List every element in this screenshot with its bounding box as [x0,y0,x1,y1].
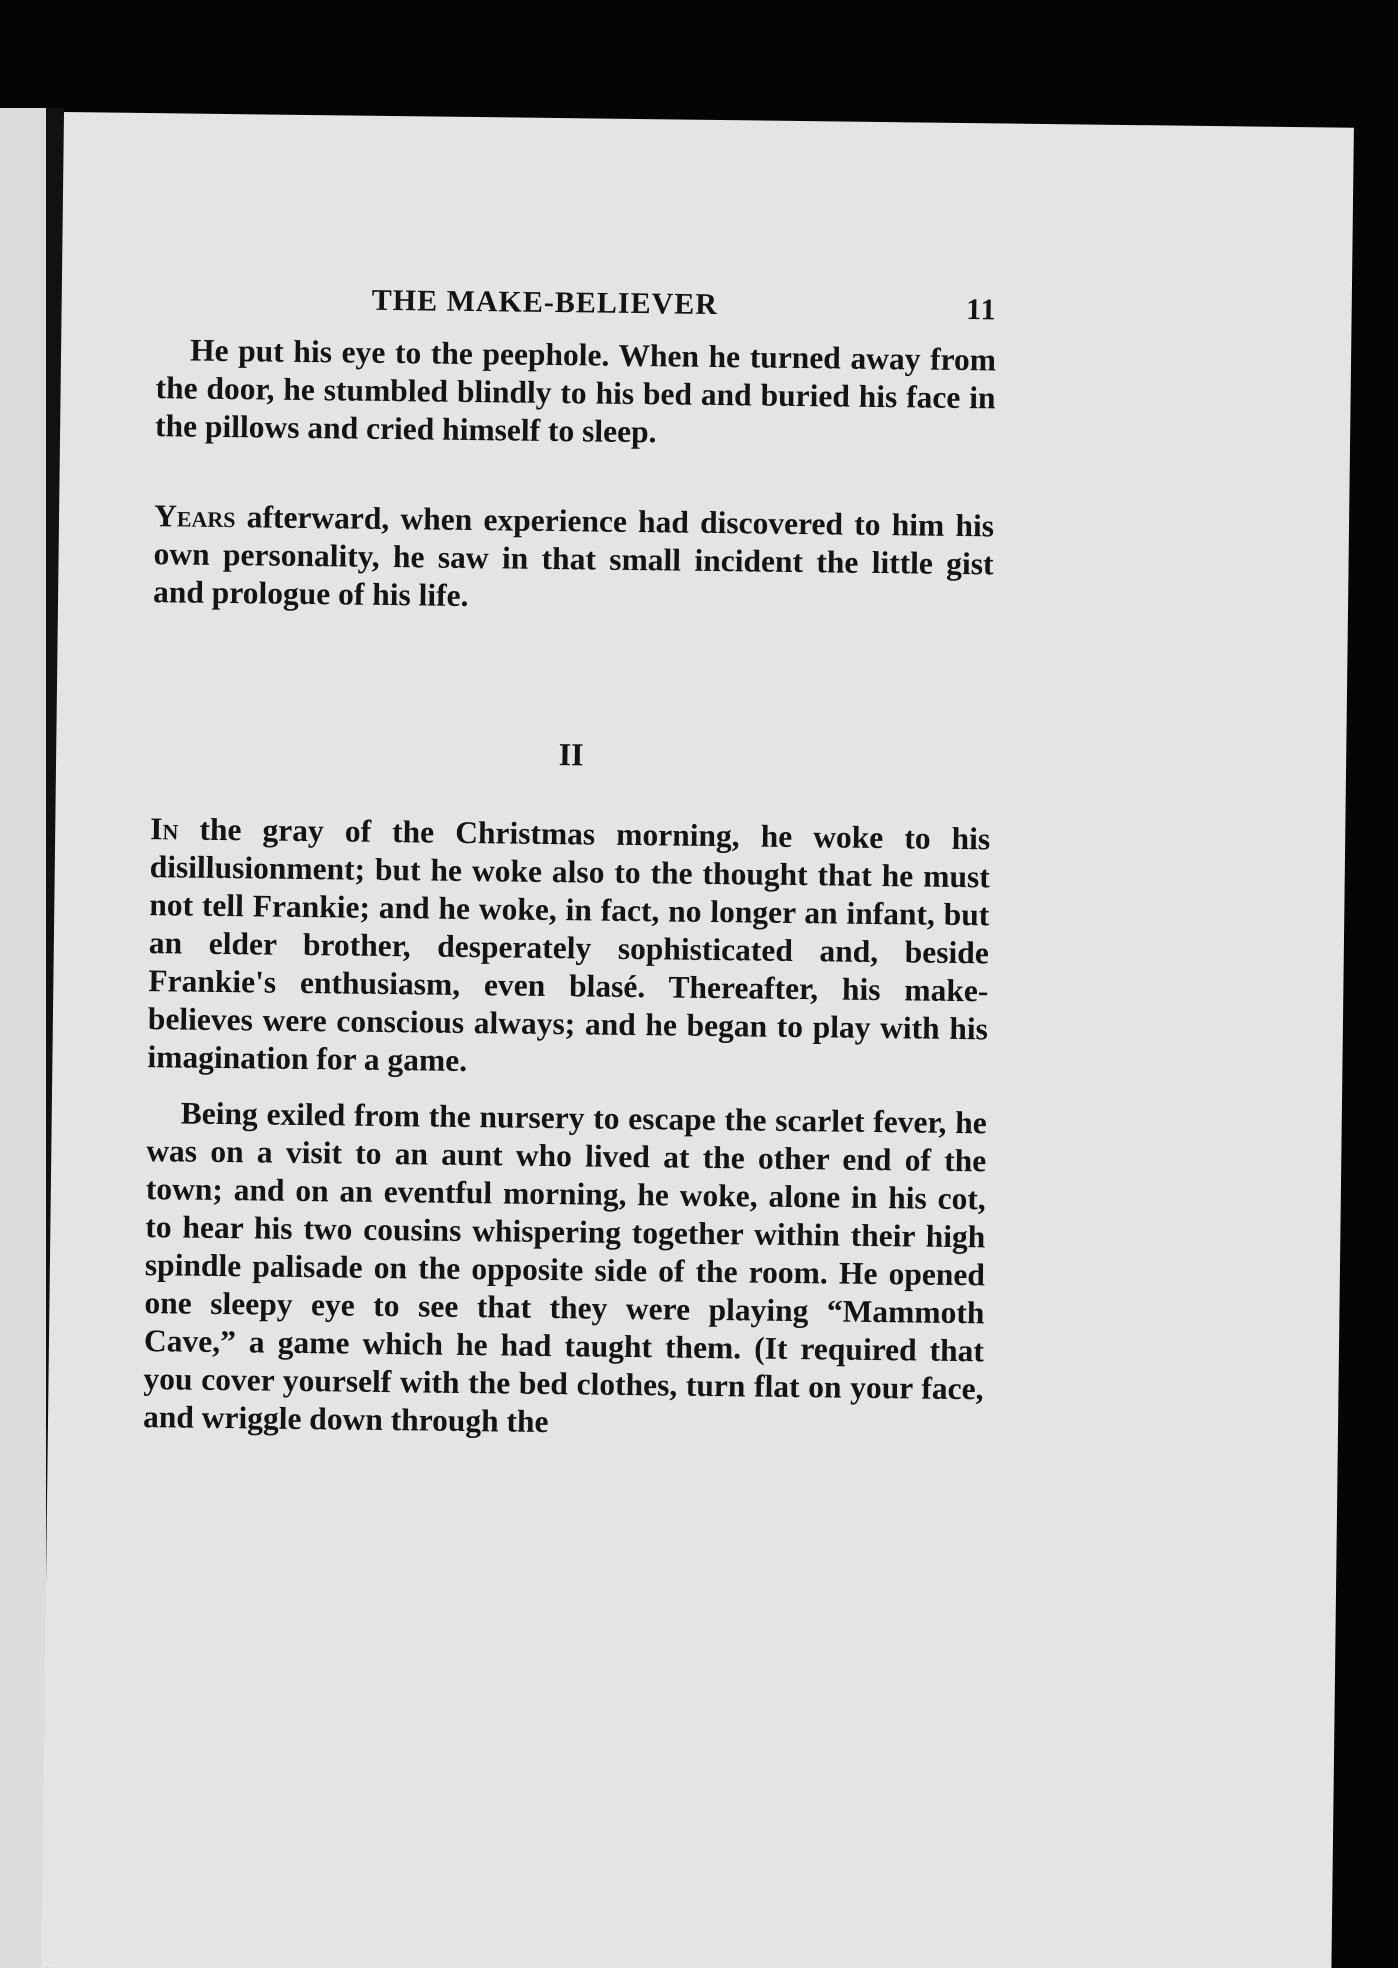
paragraph-3 [147,810,990,1086]
paragraph-4: Being exiled from the nursery to escape the scarlet fever, he was on a visit to an aunt who lived at the other end of the town; and on an eventful morning, he woke, alone in his cot, to hear his two cousins whispering together within their high spindle palisade on the opposite side of the room. He opened one sleepy eye to see that they were playing “Mammoth Cave,” a game which he had taught them. (It required that you cover yourself with the bed clothes, turn flat on your face, and wriggle down through the [142,1095,987,1440]
paragraph-2 [153,497,994,621]
running-head [156,281,997,341]
scan-border [1354,150,1398,1968]
paragraph-1: He put his eye to the peephole. When he turned away from the door, he stumbled blindly to his bed and buried his face in the pillows and cried himself to sleep. [154,332,997,450]
paragraph-2-lead: Years [153,498,236,535]
running-head-title: THE MAKE-BELIEVER [371,283,719,322]
book-page [41,112,1354,1968]
page-text [143,281,997,1446]
section-heading: II [558,736,584,773]
paragraph-3-lead: In [150,811,179,847]
page-number: 11 [966,293,997,327]
paragraph-2-text: afterward, when experience had discovered to him his own personality, he saw in that small incident the little gist and prologue of his life. [152,499,995,613]
previous-page-edge [0,108,46,1968]
paragraph-3-text: the gray of the Christmas morning, he woke to his disillusionment; but he woke also to the thought that he must not tell Frankie; and he woke, in fact, no longer an infant, but an elder brother, desperately sophisticated and, beside Frankie's enthusiasm, even blasé. Thereafter, his make-believes were conscious always; and he began to play with his imagination for a game. [147,811,991,1078]
